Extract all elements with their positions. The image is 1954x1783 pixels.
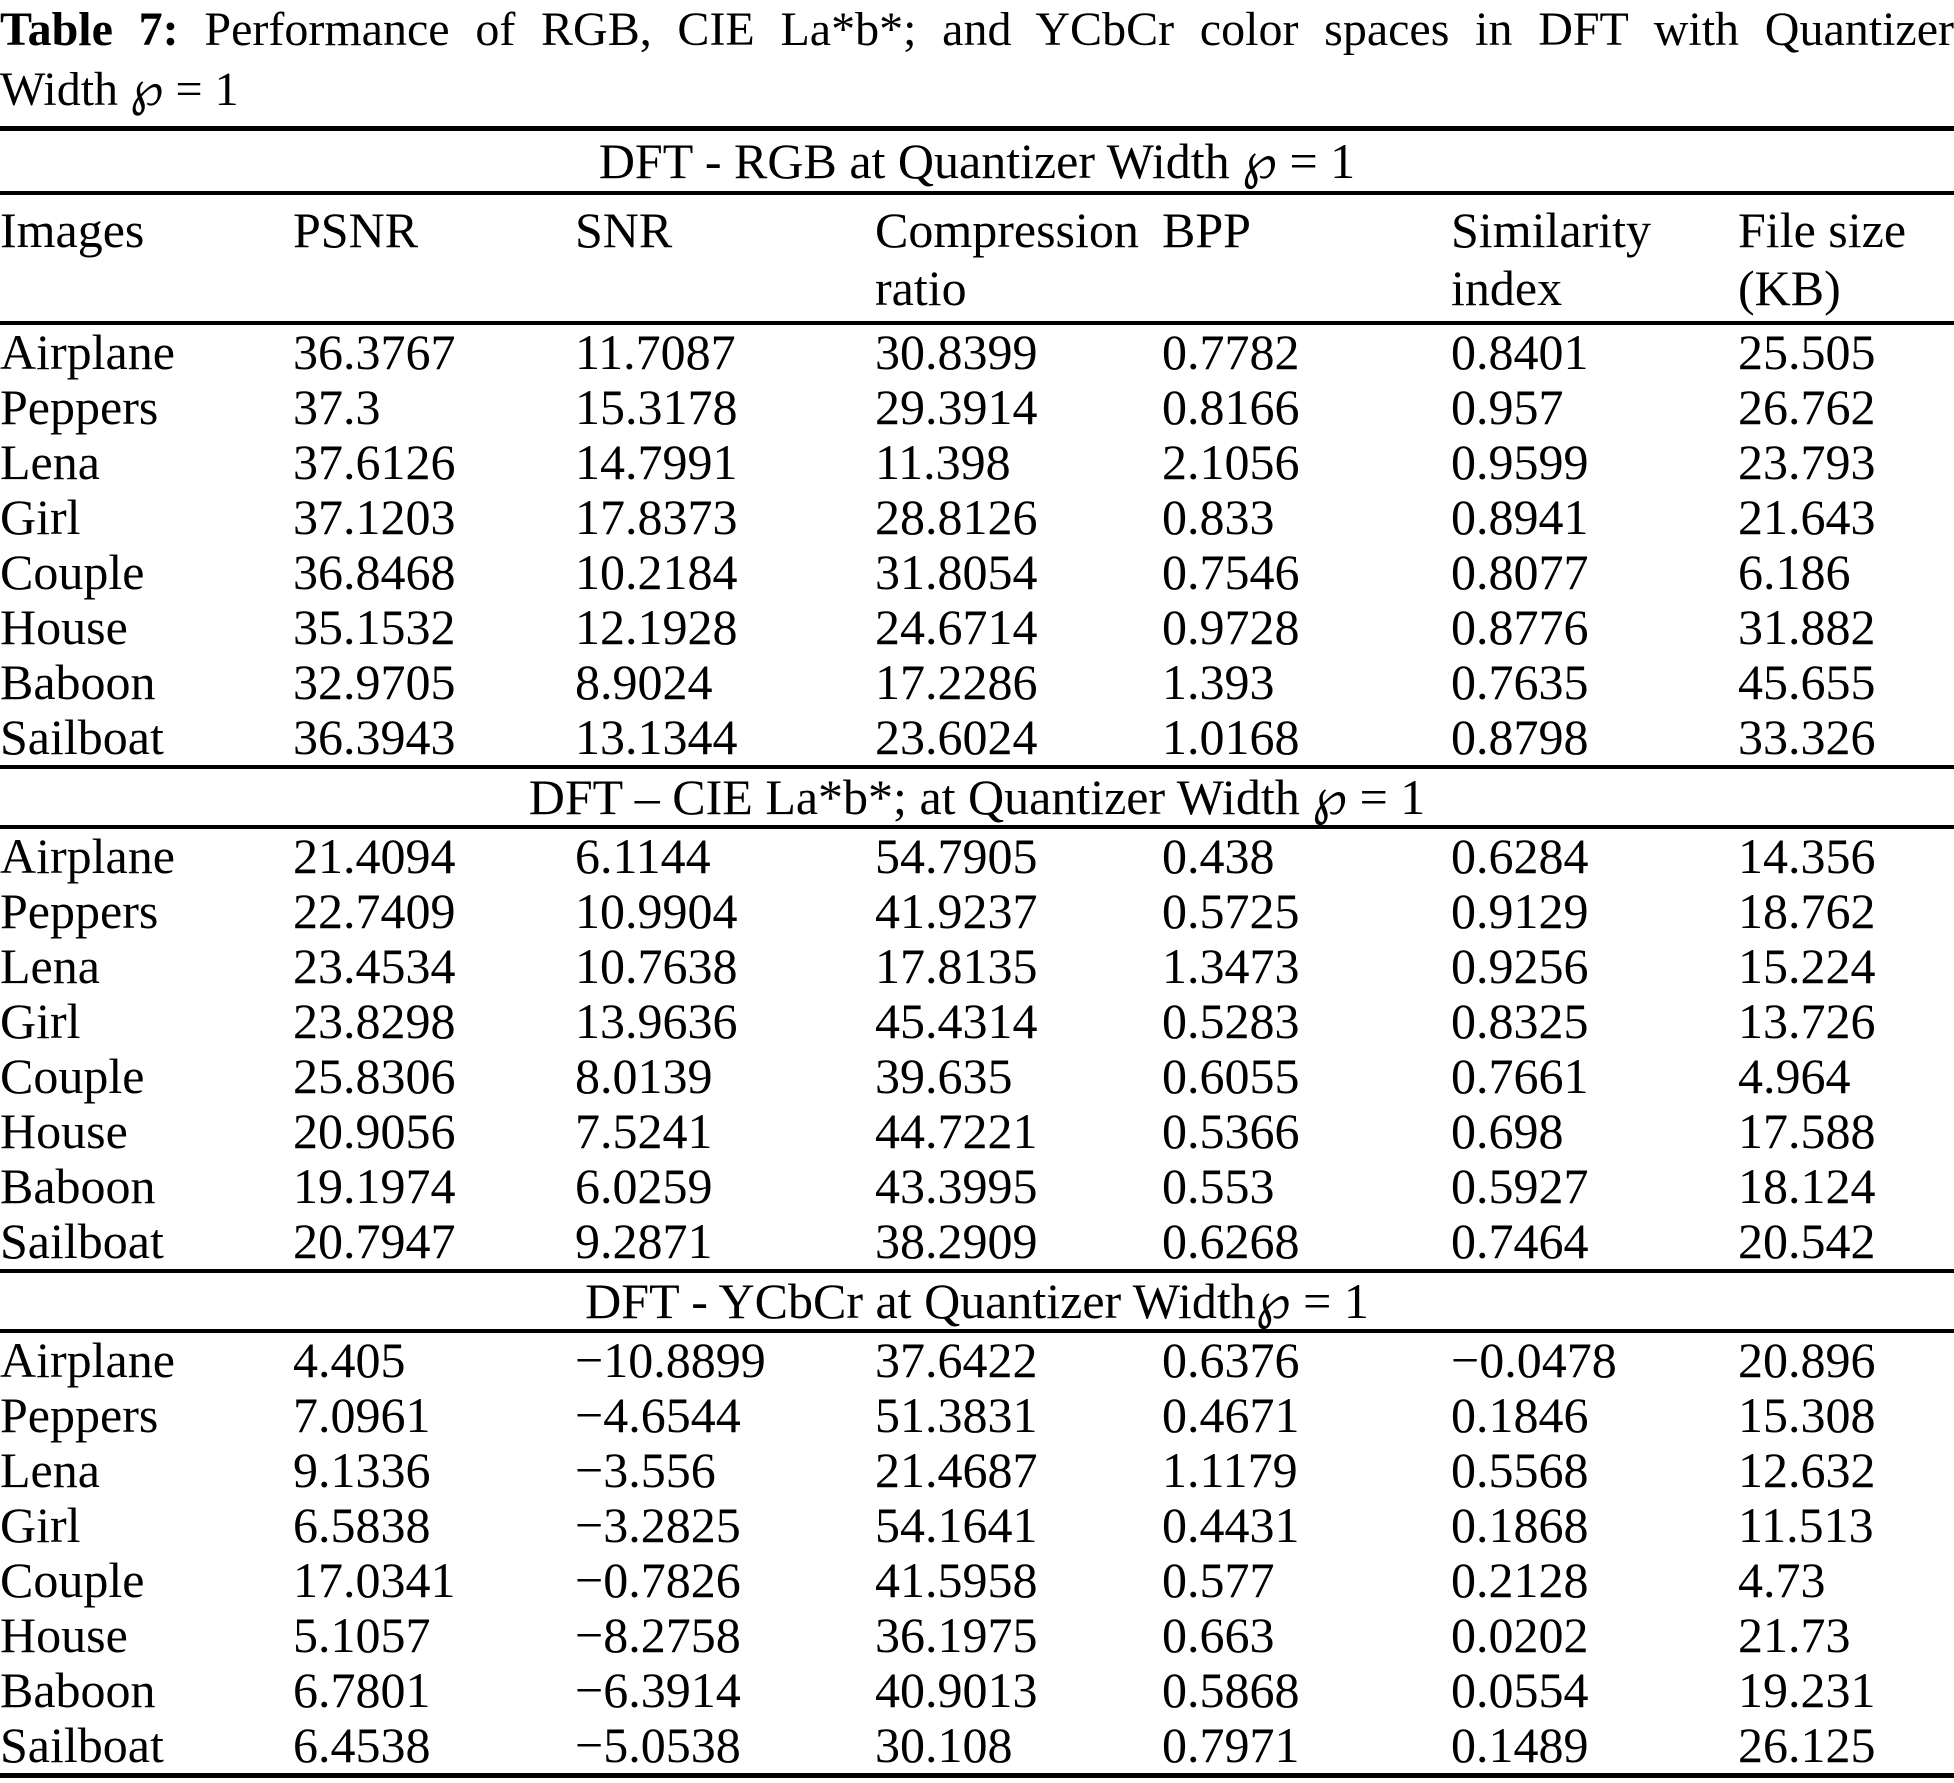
value-cell: 26.125 xyxy=(1738,1717,1876,1773)
value-cell: 7.0961 xyxy=(293,1387,431,1443)
value-cell: 0.4431 xyxy=(1162,1497,1300,1553)
row-label: Girl xyxy=(0,489,81,545)
value-cell: 54.1641 xyxy=(875,1497,1038,1553)
row-label: Couple xyxy=(0,1552,145,1608)
ycbcr-rows xyxy=(0,1333,1954,1773)
row-label: Lena xyxy=(0,1442,100,1498)
value-cell: 37.6126 xyxy=(293,434,456,490)
column-header-bpp: BPP xyxy=(1162,202,1251,258)
value-cell: 0.9129 xyxy=(1451,883,1589,939)
value-cell: 17.2286 xyxy=(875,654,1038,710)
value-cell: 36.3767 xyxy=(293,324,456,380)
value-cell: 13.726 xyxy=(1738,993,1876,1049)
table-row xyxy=(0,829,1954,884)
table-caption xyxy=(0,0,1954,126)
value-cell: 24.6714 xyxy=(875,599,1038,655)
value-cell: 32.9705 xyxy=(293,654,456,710)
value-cell: 0.6268 xyxy=(1162,1213,1300,1269)
column-header-similarity-index: Similarity index xyxy=(1451,202,1651,316)
column-header-psnr: PSNR xyxy=(293,202,419,258)
value-cell: 41.5958 xyxy=(875,1552,1038,1608)
table-row xyxy=(0,600,1954,655)
value-cell: 22.7409 xyxy=(293,883,456,939)
value-cell: 0.6376 xyxy=(1162,1332,1300,1388)
rgb-rows xyxy=(0,325,1954,765)
value-cell: 12.1928 xyxy=(575,599,738,655)
value-cell: 21.73 xyxy=(1738,1607,1851,1663)
value-cell: 36.8468 xyxy=(293,544,456,600)
table-row xyxy=(0,939,1954,994)
table-row xyxy=(0,1718,1954,1773)
value-cell: 28.8126 xyxy=(875,489,1038,545)
value-cell: 18.762 xyxy=(1738,883,1876,939)
table-row xyxy=(0,1049,1954,1104)
table-row xyxy=(0,655,1954,710)
value-cell: 0.0554 xyxy=(1451,1662,1589,1718)
row-label: Girl xyxy=(0,1497,81,1553)
rule-bottom xyxy=(0,1773,1954,1778)
value-cell: 0.7661 xyxy=(1451,1048,1589,1104)
value-cell: 20.9056 xyxy=(293,1103,456,1159)
value-cell: 4.405 xyxy=(293,1332,406,1388)
value-cell: 23.8298 xyxy=(293,993,456,1049)
value-cell: 21.4094 xyxy=(293,828,456,884)
value-cell: 1.393 xyxy=(1162,654,1275,710)
value-cell: 0.5927 xyxy=(1451,1158,1589,1214)
value-cell: 41.9237 xyxy=(875,883,1038,939)
value-cell: 7.5241 xyxy=(575,1103,713,1159)
value-cell: −0.7826 xyxy=(575,1552,741,1608)
caption-line-1 xyxy=(0,0,1954,60)
value-cell: 0.7464 xyxy=(1451,1213,1589,1269)
section-header-rgb: DFT - RGB at Quantizer Width ℘ = 1 xyxy=(598,133,1356,189)
value-cell: 20.542 xyxy=(1738,1213,1876,1269)
value-cell: 51.3831 xyxy=(875,1387,1038,1443)
value-cell: 15.224 xyxy=(1738,938,1876,994)
value-cell: 20.7947 xyxy=(293,1213,456,1269)
value-cell: 0.7971 xyxy=(1162,1717,1300,1773)
table-row xyxy=(0,1214,1954,1269)
value-cell: 1.1179 xyxy=(1162,1442,1298,1498)
value-cell: 6.186 xyxy=(1738,544,1851,600)
table-row xyxy=(0,1333,1954,1388)
value-cell: 0.1868 xyxy=(1451,1497,1589,1553)
value-cell: 6.4538 xyxy=(293,1717,431,1773)
row-label: Airplane xyxy=(0,1332,175,1388)
row-label: House xyxy=(0,1607,128,1663)
value-cell: −8.2758 xyxy=(575,1607,741,1663)
value-cell: 11.398 xyxy=(875,434,1011,490)
value-cell: −3.2825 xyxy=(575,1497,741,1553)
table-row xyxy=(0,1553,1954,1608)
value-cell: 9.2871 xyxy=(575,1213,713,1269)
value-cell: 0.6284 xyxy=(1451,828,1589,884)
row-label: Baboon xyxy=(0,654,156,710)
caption-label: Table 7: xyxy=(0,3,179,56)
value-cell: 25.8306 xyxy=(293,1048,456,1104)
value-cell: 25.505 xyxy=(1738,324,1876,380)
value-cell: 11.7087 xyxy=(575,324,736,380)
value-cell: 37.3 xyxy=(293,379,381,435)
value-cell: 0.8077 xyxy=(1451,544,1589,600)
value-cell: −6.3914 xyxy=(575,1662,741,1718)
value-cell: 30.108 xyxy=(875,1717,1013,1773)
column-header-images: Images xyxy=(0,202,145,258)
value-cell: 1.0168 xyxy=(1162,709,1300,765)
value-cell: 0.8798 xyxy=(1451,709,1589,765)
value-cell: −4.6544 xyxy=(575,1387,741,1443)
row-label: Lena xyxy=(0,434,100,490)
value-cell: −10.8899 xyxy=(575,1332,766,1388)
column-header-file-size: File size (KB) xyxy=(1738,202,1907,316)
value-cell: 0.0202 xyxy=(1451,1607,1589,1663)
table-row xyxy=(0,1159,1954,1214)
table-row xyxy=(0,545,1954,600)
row-label: Peppers xyxy=(0,1387,159,1443)
value-cell: 12.632 xyxy=(1738,1442,1876,1498)
row-label: Baboon xyxy=(0,1158,156,1214)
value-cell: 0.553 xyxy=(1162,1158,1275,1214)
value-cell: 14.7991 xyxy=(575,434,738,490)
value-cell: 0.663 xyxy=(1162,1607,1275,1663)
value-cell: 39.635 xyxy=(875,1048,1013,1104)
row-label: Lena xyxy=(0,938,100,994)
table-row xyxy=(0,994,1954,1049)
value-cell: 9.1336 xyxy=(293,1442,431,1498)
value-cell: 15.3178 xyxy=(575,379,738,435)
value-cell: 20.896 xyxy=(1738,1332,1876,1388)
table-row xyxy=(0,1498,1954,1553)
value-cell: 0.833 xyxy=(1162,489,1275,545)
value-cell: 45.4314 xyxy=(875,993,1038,1049)
table-row xyxy=(0,1104,1954,1159)
value-cell: 54.7905 xyxy=(875,828,1038,884)
row-label: Sailboat xyxy=(0,1717,164,1773)
value-cell: 14.356 xyxy=(1738,828,1876,884)
table-row xyxy=(0,380,1954,435)
value-cell: 10.2184 xyxy=(575,544,738,600)
value-cell: 10.9904 xyxy=(575,883,738,939)
value-cell: 37.6422 xyxy=(875,1332,1038,1388)
row-label: Sailboat xyxy=(0,709,164,765)
value-cell: 0.9256 xyxy=(1451,938,1589,994)
value-cell: 21.4687 xyxy=(875,1442,1038,1498)
value-cell: 10.7638 xyxy=(575,938,738,994)
value-cell: 17.588 xyxy=(1738,1103,1876,1159)
value-cell: 6.0259 xyxy=(575,1158,713,1214)
value-cell: 0.8776 xyxy=(1451,599,1589,655)
value-cell: −5.0538 xyxy=(575,1717,741,1773)
value-cell: 18.124 xyxy=(1738,1158,1876,1214)
value-cell: 6.1144 xyxy=(575,828,711,884)
value-cell: 4.73 xyxy=(1738,1552,1826,1608)
value-cell: 37.1203 xyxy=(293,489,456,545)
caption-text: Performance of RGB, CIE La*b*; and YCbCr color spaces in DFT with Quantizer xyxy=(204,3,1954,56)
value-cell: 43.3995 xyxy=(875,1158,1038,1214)
value-cell: 33.326 xyxy=(1738,709,1876,765)
value-cell: 13.1344 xyxy=(575,709,738,765)
value-cell: 36.3943 xyxy=(293,709,456,765)
value-cell: 0.7782 xyxy=(1162,324,1300,380)
value-cell: 5.1057 xyxy=(293,1607,431,1663)
value-cell: 45.655 xyxy=(1738,654,1876,710)
table-row xyxy=(0,1443,1954,1498)
row-label: Airplane xyxy=(0,828,175,884)
value-cell: 0.6055 xyxy=(1162,1048,1300,1104)
value-cell: 0.5725 xyxy=(1162,883,1300,939)
value-cell: 23.793 xyxy=(1738,434,1876,490)
value-cell: 0.8401 xyxy=(1451,324,1589,380)
value-cell: 0.9599 xyxy=(1451,434,1589,490)
cielab-rows xyxy=(0,829,1954,1269)
table-row xyxy=(0,325,1954,380)
value-cell: 40.9013 xyxy=(875,1662,1038,1718)
value-cell: 8.9024 xyxy=(575,654,713,710)
table-row xyxy=(0,1608,1954,1663)
value-cell: 4.964 xyxy=(1738,1048,1851,1104)
section-header-ycbcr: DFT - YCbCr at Quantizer Width℘ = 1 xyxy=(585,1273,1369,1329)
row-label: Couple xyxy=(0,544,145,600)
value-cell: 21.643 xyxy=(1738,489,1876,545)
value-cell: 8.0139 xyxy=(575,1048,713,1104)
value-cell: 0.1846 xyxy=(1451,1387,1589,1443)
value-cell: 0.4671 xyxy=(1162,1387,1300,1443)
value-cell: 44.7221 xyxy=(875,1103,1038,1159)
value-cell: 0.438 xyxy=(1162,828,1275,884)
value-cell: 0.8941 xyxy=(1451,489,1589,545)
value-cell: 23.4534 xyxy=(293,938,456,994)
value-cell: 1.3473 xyxy=(1162,938,1300,994)
value-cell: 0.1489 xyxy=(1451,1717,1589,1773)
value-cell: 0.8325 xyxy=(1451,993,1589,1049)
column-header-row xyxy=(0,195,1954,321)
value-cell: 0.7546 xyxy=(1162,544,1300,600)
value-cell: 19.1974 xyxy=(293,1158,456,1214)
value-cell: 17.0341 xyxy=(293,1552,456,1608)
table-row xyxy=(0,1388,1954,1443)
value-cell: 31.8054 xyxy=(875,544,1038,600)
table-row xyxy=(0,490,1954,545)
row-label: Couple xyxy=(0,1048,145,1104)
value-cell: 19.231 xyxy=(1738,1662,1876,1718)
value-cell: 17.8135 xyxy=(875,938,1038,994)
value-cell: 35.1532 xyxy=(293,599,456,655)
value-cell: 23.6024 xyxy=(875,709,1038,765)
value-cell: 0.2128 xyxy=(1451,1552,1589,1608)
row-label: House xyxy=(0,599,128,655)
value-cell: 0.5283 xyxy=(1162,993,1300,1049)
value-cell: 30.8399 xyxy=(875,324,1038,380)
table-row xyxy=(0,1663,1954,1718)
value-cell: 0.5366 xyxy=(1162,1103,1300,1159)
table-row xyxy=(0,710,1954,765)
value-cell: 6.5838 xyxy=(293,1497,431,1553)
table-row xyxy=(0,435,1954,490)
row-label: Sailboat xyxy=(0,1213,164,1269)
value-cell: 0.577 xyxy=(1162,1552,1275,1608)
row-label: Peppers xyxy=(0,379,159,435)
value-cell: 2.1056 xyxy=(1162,434,1300,490)
value-cell: 38.2909 xyxy=(875,1213,1038,1269)
value-cell: 0.698 xyxy=(1451,1103,1564,1159)
caption-line-2: Width ℘ = 1 xyxy=(0,63,239,116)
value-cell: 0.7635 xyxy=(1451,654,1589,710)
value-cell: 15.308 xyxy=(1738,1387,1876,1443)
value-cell: 0.957 xyxy=(1451,379,1564,435)
value-cell: 26.762 xyxy=(1738,379,1876,435)
row-label: House xyxy=(0,1103,128,1159)
value-cell: 0.9728 xyxy=(1162,599,1300,655)
value-cell: 29.3914 xyxy=(875,379,1038,435)
value-cell: 31.882 xyxy=(1738,599,1876,655)
column-header-snr: SNR xyxy=(575,202,673,258)
row-label: Airplane xyxy=(0,324,175,380)
row-label: Girl xyxy=(0,993,81,1049)
column-header-compression-ratio: Compression ratio xyxy=(875,202,1139,316)
value-cell: 0.5868 xyxy=(1162,1662,1300,1718)
table-row xyxy=(0,884,1954,939)
value-cell: 0.5568 xyxy=(1451,1442,1589,1498)
value-cell: 17.8373 xyxy=(575,489,738,545)
value-cell: 11.513 xyxy=(1738,1497,1874,1553)
value-cell: 36.1975 xyxy=(875,1607,1038,1663)
value-cell: −0.0478 xyxy=(1451,1332,1617,1388)
row-label: Peppers xyxy=(0,883,159,939)
section-header-cielab: DFT – CIE La*b*; at Quantizer Width ℘ = 1 xyxy=(528,769,1426,825)
row-label: Baboon xyxy=(0,1662,156,1718)
value-cell: −3.556 xyxy=(575,1442,716,1498)
value-cell: 6.7801 xyxy=(293,1662,431,1718)
value-cell: 0.8166 xyxy=(1162,379,1300,435)
value-cell: 13.9636 xyxy=(575,993,738,1049)
